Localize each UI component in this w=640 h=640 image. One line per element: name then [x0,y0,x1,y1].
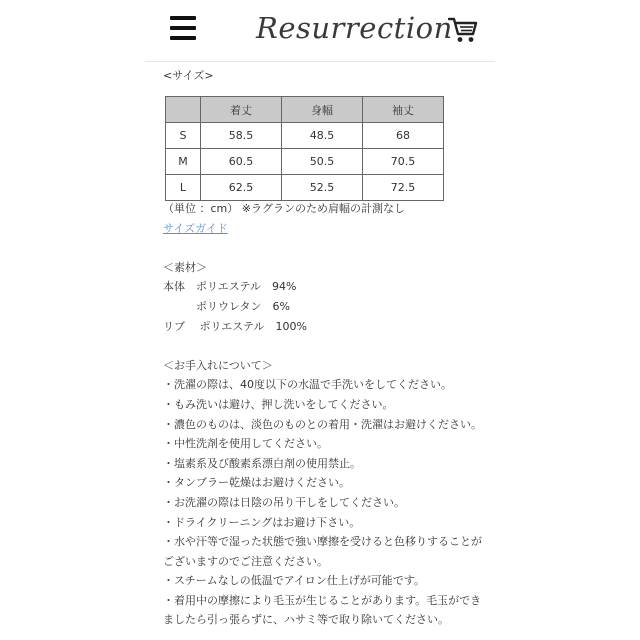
care-line: ・塩素系及び酸素系漂白剤の使用禁止。 [163,456,361,470]
size-value-cell: 70.5 [363,149,444,175]
care-line: ・中性洗剤を使用してください。 [163,437,328,451]
material-line: リブ ポリエステル 100% [163,319,307,333]
size-table-header-cell: 着丈 [201,97,282,123]
size-table-row [166,123,444,149]
size-table-header-row [166,97,444,123]
size-table-header-cell: 袖丈 [363,97,444,123]
size-heading: <サイズ> [163,69,214,82]
size-value-cell: 72.5 [363,175,444,201]
size-note: （単位 ：cm） ※ラグランのため肩幅の計測なし [163,202,405,215]
size-value-cell: 52.5 [282,175,363,201]
care-line: ・スチームなしの低温でアイロン仕上げが可能です。 [163,574,425,588]
size-label-cell: M [166,149,201,175]
care-heading: ＜お手入れについて＞ [163,358,273,372]
care-line: ・ドライクリーニングはお避け下さい。 [163,515,361,529]
care-line: ・洗濯の際は、40度以下の水温で手洗いをしてください。 [163,378,452,392]
menu-icon[interactable] [170,16,198,42]
material-heading: ＜素材＞ [163,260,207,274]
size-value-cell: 62.5 [201,175,282,201]
site-header [0,0,640,62]
cart-icon[interactable] [448,16,478,44]
care-line: ございますのでご注意ください。 [163,554,328,568]
size-value-cell: 48.5 [282,123,363,149]
size-value-cell: 58.5 [201,123,282,149]
material-line: 本体 ポリエステル 94% [163,280,297,294]
size-value-cell: 60.5 [201,149,282,175]
size-guide-link[interactable]: サイズガイド [163,221,228,235]
care-line: ・もみ洗いは避け、押し洗いをしてください。 [163,397,394,411]
care-line: ・濃色のものは、淡色のものとの着用・洗濯はお避けください。 [163,417,482,431]
site-logo[interactable]: Resurrection [256,11,453,45]
care-line: ・お洗濯の際は日陰の吊り干しをしてください。 [163,495,405,509]
product-description [163,66,503,86]
size-value-cell: 50.5 [282,149,363,175]
size-table-row [166,149,444,175]
material-line: ポリウレタン 6% [163,299,291,313]
size-table-row [166,175,444,201]
care-line: ・着用中の摩擦により毛玉が生じることがあります。毛玉ができ [163,593,482,607]
details-block [163,199,503,630]
size-label-cell: S [166,123,201,149]
size-table-header-cell [166,97,201,123]
size-value-cell: 68 [363,123,444,149]
care-line: ・タンブラー乾燥はお避けください。 [163,476,350,490]
header-divider [145,61,495,62]
size-table-header-cell: 身幅 [282,97,363,123]
care-line: ましたら引っ張らずに、ハサミ等で取り除いてください。 [163,613,449,627]
care-line: ・水や汗等で湿った状態で強い摩擦を受けると色移りすることが [163,535,482,549]
size-label-cell: L [166,175,201,201]
size-table [165,96,444,201]
